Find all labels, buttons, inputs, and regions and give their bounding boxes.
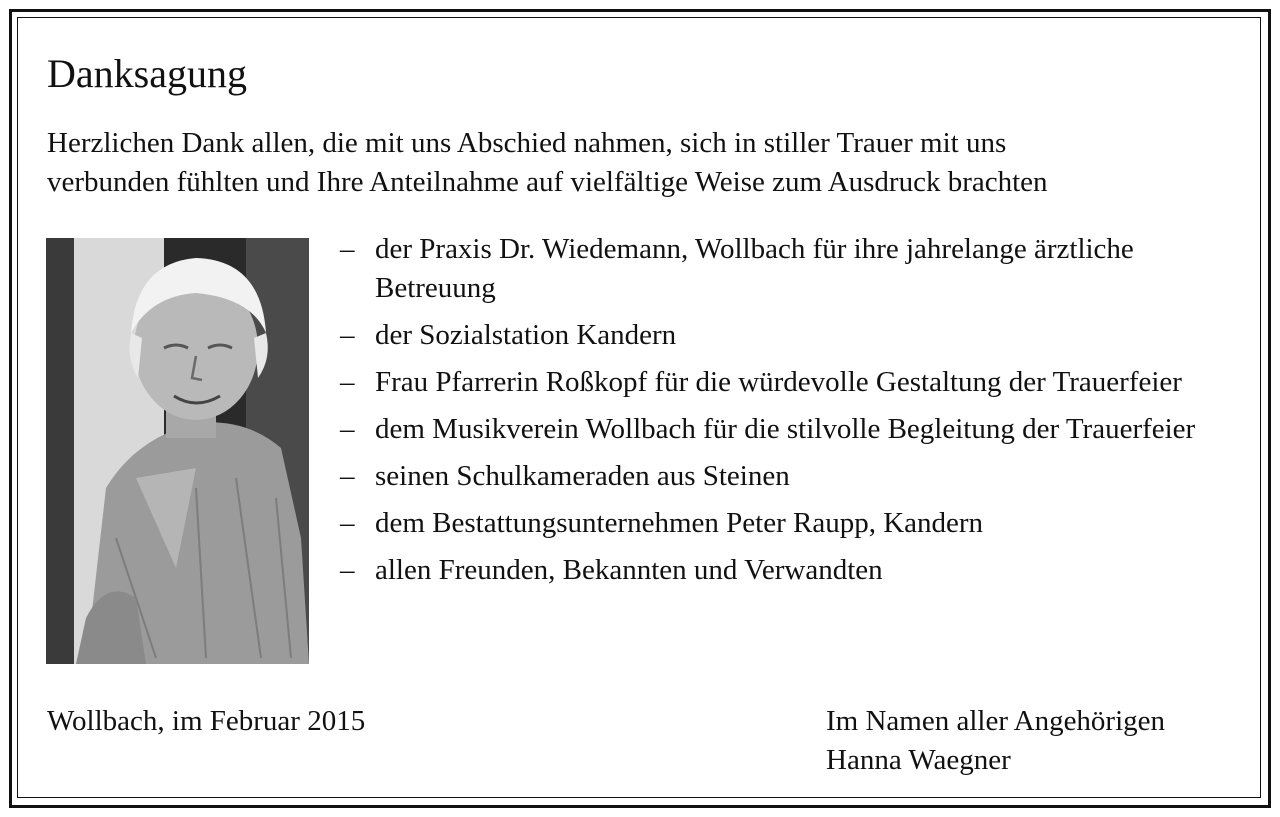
list-item-text: dem Musikverein Wollbach für die stilvolle Begleitung der Trauerfeier — [375, 413, 1196, 445]
portrait-photo — [46, 238, 309, 664]
list-item — [340, 230, 1240, 308]
intro-line: Herzlichen Dank allen, die mit uns Abschied nahmen, sich in stiller Trauer mit uns — [47, 127, 1007, 159]
list-item-text: der Praxis Dr. Wiedemann, Wollbach für ihre jahrelange ärztliche Betreuung — [375, 233, 1134, 304]
list-item — [340, 410, 1240, 449]
signature-line: Im Namen aller Angehörigen — [826, 705, 1166, 737]
list-item-text: dem Bestattungsunternehmen Peter Raupp, Kandern — [375, 507, 984, 539]
list-item-text: allen Freunden, Bekannten und Verwandten — [375, 554, 883, 586]
list-dash: – — [340, 554, 355, 586]
list-item-text: der Sozialstation Kandern — [375, 319, 677, 351]
list-dash: – — [340, 460, 355, 492]
signature-block — [826, 702, 1165, 780]
notice-title: Danksagung — [47, 51, 247, 96]
intro-line: verbunden fühlten und Ihre Anteilnahme auf vielfältige Weise zum Ausdruck brachten — [47, 166, 1048, 198]
list-item — [340, 504, 1240, 543]
intro-text — [47, 124, 1237, 202]
list-item — [340, 363, 1240, 402]
list-dash: – — [340, 233, 355, 265]
place-date: Wollbach, im Februar 2015 — [47, 705, 366, 737]
list-item — [340, 316, 1240, 355]
thanks-list — [340, 230, 1240, 598]
list-item — [340, 457, 1240, 496]
list-dash: – — [340, 319, 355, 351]
portrait-illustration — [46, 238, 309, 664]
signature-name: Hanna Waegner — [826, 744, 1011, 776]
list-item — [340, 551, 1240, 590]
list-dash: – — [340, 366, 355, 398]
list-dash: – — [340, 507, 355, 539]
list-item-text: Frau Pfarrerin Roßkopf für die würdevolle Gestaltung der Trauerfeier — [375, 366, 1182, 398]
list-item-text: seinen Schulkameraden aus Steinen — [375, 460, 790, 492]
list-dash: – — [340, 413, 355, 445]
